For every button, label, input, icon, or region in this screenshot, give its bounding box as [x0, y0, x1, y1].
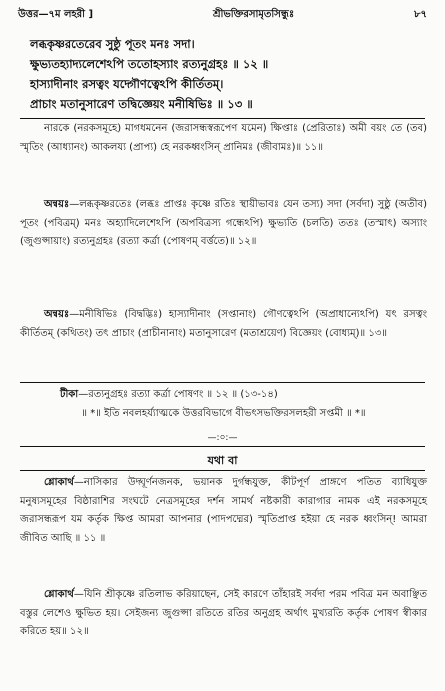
translation-text: —যিনি শ্রীকৃষ্ণে রতিলাভ করিয়াছেন, সেই কারণে তাঁহারই সর্বদা পরম পবিত্র মন অবাঞ্ছিত বস্তুর লেশেও ক্ষুভিত হয়। সেইজন্য জুগুপ্সা রতিতে রতির অনুগ্রহ অর্থাৎ মুখ্যরতি কর্তৃক পোষণ স্বীকার করিতে হয়॥ ১২॥ — [20, 589, 427, 637]
verse-line: প্রাচাং মতানুসারেণ তদ্বিজ্ঞেয়ং মনীষিভিঃ ॥ ১৩ ॥ — [30, 97, 253, 111]
verse-line: ক্ষুভ্যতহ্যাদ্যলেশেঽপি ততোহস্যাং রত্যনুগ্রহঃ ॥ ১২ ॥ — [30, 57, 269, 71]
verse-line: লব্ধকৃষ্ণরতেরেব সুষ্ঠু পূতং মনঃ সদা। — [30, 37, 195, 51]
translation-label: শ্লোকার্থ — [44, 589, 74, 600]
anvaya-block-13 — [20, 306, 427, 343]
anvaya-text: —লব্ধকৃষ্ণরতেঃ (লব্ধঃ প্রাপ্তঃ কৃষ্ণে রতিঃ স্থায়ীভাবঃ যেন তস্য) সদা (সর্বদা) সুষ্ঠু (অতীব) পূতং (পবিত্রম্) মনঃ অহ্যাদিলেশেঽপি (অপবিত্রস্য গন্ধেঽপি) ক্ষুভ্যতি (চলতি) ততঃ (তস্মাৎ) অস্যাং (জুগুপ্সায়াং) রত্যনুগ্রহঃ (রত্যা কর্ত্রা (পোষণম্ বর্ত্ততে)॥ ১২॥ — [20, 199, 427, 247]
commentary-block-1 — [20, 120, 427, 157]
section-title: যথা বা — [207, 454, 238, 467]
tika-text: —রত্যনুগ্রহঃ রত্যা কর্ত্রা পোষণং ॥ ১২ ॥ (১৩-১৪) — [78, 389, 278, 400]
verse-line: হাস্যাদীনাং রসত্বং যদ্গৌণত্বেঽপি কীর্তিতম্। — [30, 77, 224, 91]
horizontal-rule — [20, 118, 425, 119]
anvaya-label: অন্বয়ঃ — [44, 309, 70, 320]
translation-block-11 — [20, 474, 427, 548]
chapter-colophon: ॥ *॥ ইতি নবলহর্য্যাত্মকে উত্তরবিভাগে বীভৎসভক্তিরসলহরী সপ্তমী ॥ *॥ — [81, 407, 366, 419]
anvaya-block-12 — [20, 196, 427, 252]
translation-block-12 — [20, 586, 427, 642]
anvaya-label: অন্বয়ঃ — [44, 199, 70, 210]
header-book-title: শ্রীভক্তিরসামৃতসিন্ধুঃ — [212, 8, 295, 20]
horizontal-rule — [20, 470, 425, 471]
translation-label: শ্লোকার্থ — [44, 477, 74, 488]
horizontal-rule — [20, 382, 425, 383]
page-number: ৮৭ — [414, 8, 427, 20]
translation-text: —নাসিকার উদ্ঘূর্ণনজনক, ভয়ানক দুর্গন্ধযুক্ত, কীটপূর্ণ প্রাঙ্গণে পতিত ব্যাধিযুক্ত মনুষ্যসমূহের বিষ্ঠারাশির সংঘটে নেত্রসমূহের দর্শন সামর্থ নষ্টকারী কারাগার নামক এই নরকসমূহে জরাসন্ধরূপ যম কর্তৃক ক্ষিপ্ত আমরা আপনার (পাদপদ্মের) স্মৃতিপ্রাপ্ত হইয়া হে নরক ধ্বংসিন্! আমরা জীবিত আছি ॥ ১১ ॥ — [20, 477, 427, 544]
tika-block — [20, 386, 427, 423]
horizontal-rule — [20, 446, 425, 447]
tika-label: টীকা — [60, 389, 79, 400]
running-header — [18, 6, 427, 24]
anvaya-text: —মনীষিভিঃ (বিদ্বদ্ভিঃ) হাস্যাদীনাং (সপ্তানাং) গৌণত্বেঽপি (অপ্রাধান্যেঽপি) যৎ রসত্বং কীর্তিতম্ (কথিতং) তৎ প্রাচাং (প্রাচীনানাং) মতানুসারেণ (মতাশ্রয়েণ) বিজ্ঞেয়ং (বোধ্যম্)॥ ১৩॥ — [20, 309, 427, 339]
sanskrit-verses — [30, 34, 425, 114]
header-section: উত্তর—৭ম লহরী ] — [18, 8, 94, 20]
commentary-text: নারকে (নরকসমূহে) মাগধমনেন (জরাসন্ধস্বরূপেণ যমেন) ক্ষিপ্তাঃ (প্রেরিতাঃ) অমী বয়ং তে (তব) স্মৃতিং (আধ্যানং) আকলয্য (প্রাপ্য) হে নরকধ্বংসিন্ প্রানিমঃ (জীবামঃ)॥ ১১॥ — [20, 123, 427, 153]
section-divider: —:০:— — [207, 433, 238, 443]
